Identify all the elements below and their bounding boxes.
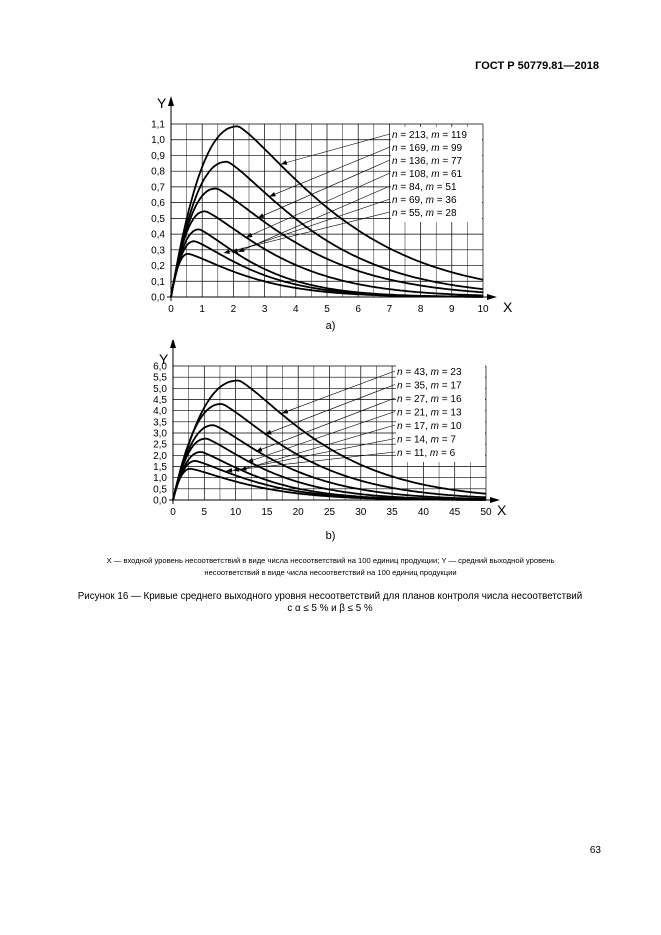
legend-m-value: = 99 <box>439 143 463 154</box>
y-tick-label: 0,3 <box>151 245 165 257</box>
y-tick-label: 0,1 <box>151 276 165 288</box>
legend-entry <box>392 156 463 167</box>
page-number: 63 <box>589 845 601 856</box>
x-tick-label: 45 <box>449 507 461 518</box>
x-tick-label: 10 <box>230 507 242 518</box>
y-tick-label: 1,5 <box>153 462 167 473</box>
legend-n-symbol: n <box>392 130 398 141</box>
chart-a <box>0 0 661 320</box>
legend-n-symbol: n <box>397 394 403 405</box>
legend-m-symbol: m <box>425 182 434 193</box>
legend-m-symbol: m <box>430 380 439 392</box>
y-tick-label: 0,8 <box>151 166 165 178</box>
legend-n-value: = 108, <box>397 169 432 180</box>
legend-leader-arrow <box>256 447 262 451</box>
x-tick-label: 50 <box>480 507 492 518</box>
legend-m-symbol: m <box>431 169 440 180</box>
y-tick-label: 0,9 <box>151 150 165 162</box>
x-tick-label: 2 <box>230 304 237 315</box>
legend-n-symbol: n <box>392 208 398 219</box>
y-tick-label: 4,5 <box>153 395 167 406</box>
legend-m-value: = 36 <box>433 195 457 206</box>
y-tick-label: 0,5 <box>153 484 167 496</box>
legend-n-symbol: n <box>397 380 403 392</box>
legend-n-symbol: n <box>392 195 398 206</box>
figure-caption-line-2: с α ≤ 5 % и β ≤ 5 % <box>287 603 373 614</box>
legend-n-value: = 21, <box>402 407 431 419</box>
x-axis-arrow <box>487 294 497 300</box>
x-tick-label: 5 <box>201 507 208 518</box>
legend-m-symbol: m <box>431 130 440 141</box>
legend-n-value: = 55, <box>397 208 426 219</box>
legend-entry <box>397 408 462 419</box>
legend-m-value: = 61 <box>439 169 463 180</box>
legend-entry <box>397 421 462 432</box>
y-tick-label: 0,0 <box>153 495 167 507</box>
legend-n-value: = 169, <box>397 143 432 154</box>
x-tick-label: 4 <box>293 304 299 315</box>
y-tick-label: 0,2 <box>151 261 165 273</box>
legend-leader-arrow <box>282 409 288 413</box>
axes-legend <box>58 555 603 579</box>
y-tick-label: 0,7 <box>151 182 165 194</box>
legend-m-symbol: m <box>431 156 440 167</box>
y-tick-label: 5,5 <box>153 372 167 384</box>
legend-m-symbol: m <box>430 434 439 446</box>
legend-entry <box>392 130 467 141</box>
y-axis-title: Y <box>157 95 167 111</box>
legend-entry <box>392 208 457 219</box>
legend-m-value: = 23 <box>438 367 462 378</box>
x-tick-label: 0 <box>170 507 176 518</box>
legend-entry <box>392 195 457 206</box>
legend-n-value: = 69, <box>397 195 426 206</box>
x-tick-label: 6 <box>355 304 361 315</box>
legend-n-value: = 17, <box>402 421 431 432</box>
chart-b <box>0 340 661 540</box>
x-tick-label: 9 <box>449 304 455 315</box>
legend-n-value: = 136, <box>397 156 432 167</box>
x-tick-label: 40 <box>417 507 429 518</box>
x-tick-label: 3 <box>261 304 268 315</box>
axes-legend-line-2: несоответствий в виде числа несоответствий на 100 единиц продукции <box>204 568 457 577</box>
x-tick-label: 5 <box>324 304 330 315</box>
axes-legend-line-1: X — входной уровень несоответствий в виде числа несоответствий на 100 единиц продукции; Y — средний выходной уровень <box>106 556 555 565</box>
legend-m-symbol: m <box>425 208 434 219</box>
y-tick-label: 1,1 <box>151 119 165 131</box>
legend-m-symbol: m <box>431 143 440 154</box>
legend-n-value: = 27, <box>402 394 431 405</box>
standard-header: ГОСТ Р 50779.81—2018 <box>475 60 599 72</box>
legend-entry <box>397 367 462 378</box>
legend-entry <box>397 448 456 459</box>
legend-n-symbol: n <box>392 156 398 167</box>
legend-m-value: = 16 <box>438 394 462 405</box>
y-tick-label: 3,5 <box>153 417 167 429</box>
x-axis-title: X <box>497 502 507 518</box>
x-tick-label: 25 <box>323 507 336 518</box>
legend-n-value: = 35, <box>402 380 431 392</box>
x-axis-title: X <box>503 299 513 315</box>
figure-caption-line-1: Рисунок 16 — Кривые среднего выходного уровня несоответствий для планов контроля числа несоответствий <box>77 591 583 602</box>
legend-entry <box>397 435 456 446</box>
legend-leader-line <box>246 173 390 237</box>
legend-n-value: = 84, <box>397 182 426 193</box>
legend-n-symbol: n <box>397 367 403 378</box>
legend-m-symbol: m <box>425 195 434 206</box>
legend-entry <box>397 394 462 405</box>
legend-leader-arrow <box>265 430 271 434</box>
legend-leader-line <box>258 160 390 218</box>
legend-leader-line <box>265 385 395 435</box>
legend-n-symbol: n <box>397 448 403 459</box>
y-tick-label: 4,0 <box>153 406 167 418</box>
y-tick-label: 1,0 <box>153 473 167 485</box>
x-tick-label: 35 <box>386 507 398 518</box>
chart-b-sublabel: b) <box>325 530 336 542</box>
legend-m-value: = 28 <box>433 208 457 219</box>
legend-n-symbol: n <box>397 421 403 432</box>
x-tick-label: 8 <box>417 304 424 315</box>
x-tick-label: 10 <box>477 304 489 315</box>
legend-m-value: = 51 <box>433 182 457 193</box>
legend-m-value: = 17 <box>438 380 462 392</box>
legend-n-symbol: n <box>397 434 403 446</box>
x-tick-label: 7 <box>386 304 393 315</box>
y-tick-label: 0,0 <box>151 292 165 304</box>
legend-m-symbol: m <box>430 394 439 405</box>
x-tick-label: 20 <box>292 507 304 518</box>
legend-n-symbol: n <box>397 407 403 419</box>
y-tick-label: 3,0 <box>153 428 167 440</box>
figure-caption <box>40 591 620 615</box>
legend-n-symbol: n <box>392 182 398 193</box>
y-tick-label: 2,0 <box>153 450 167 462</box>
legend-m-value: = 7 <box>438 434 456 446</box>
legend-m-symbol: m <box>430 421 439 432</box>
legend-entry <box>392 182 457 193</box>
legend-leader-arrow <box>247 458 253 463</box>
y-tick-label: 2,5 <box>153 439 167 451</box>
legend-n-value: = 14, <box>402 434 431 446</box>
x-tick-label: 1 <box>199 304 205 315</box>
legend-m-value: = 13 <box>438 407 462 419</box>
legend-leader-arrow <box>258 213 264 218</box>
y-tick-label: 6,0 <box>153 361 167 373</box>
y-axis-arrow <box>168 96 174 106</box>
legend-n-value: = 11, <box>402 448 430 459</box>
y-tick-label: 5,0 <box>153 383 167 395</box>
legend-m-symbol: m <box>430 367 439 378</box>
y-axis-arrow <box>170 340 176 348</box>
legend-m-value: = 77 <box>439 156 463 167</box>
legend-leader-arrow <box>246 233 252 238</box>
y-axis-title: Y <box>159 351 169 367</box>
legend-m-value: = 10 <box>438 421 462 432</box>
y-tick-label: 0,6 <box>151 198 165 210</box>
legend-m-value: = 6 <box>438 448 456 459</box>
legend-n-symbol: n <box>392 143 398 154</box>
legend-leader-arrow <box>281 160 287 165</box>
legend-m-symbol: m <box>430 407 439 419</box>
legend-entry <box>397 381 462 392</box>
x-tick-label: 0 <box>168 304 174 315</box>
legend-n-value: = 43, <box>402 367 431 378</box>
y-tick-label: 0,4 <box>151 229 165 241</box>
x-tick-label: 15 <box>261 507 273 518</box>
chart-a-sublabel: a) <box>325 320 336 332</box>
y-tick-label: 0,5 <box>151 213 165 225</box>
legend-m-symbol: m <box>429 448 439 459</box>
legend-entry <box>392 169 463 180</box>
legend-leader-arrow <box>269 192 275 196</box>
legend-n-symbol: n <box>392 169 398 180</box>
legend-n-value: = 213, <box>397 130 432 141</box>
x-tick-label: 30 <box>355 507 367 518</box>
legend-m-value: = 119 <box>439 130 467 141</box>
legend-entry <box>392 143 463 154</box>
y-tick-label: 1,0 <box>151 135 165 147</box>
legend-leader-line <box>232 199 390 253</box>
legend-leader-line <box>256 398 395 451</box>
